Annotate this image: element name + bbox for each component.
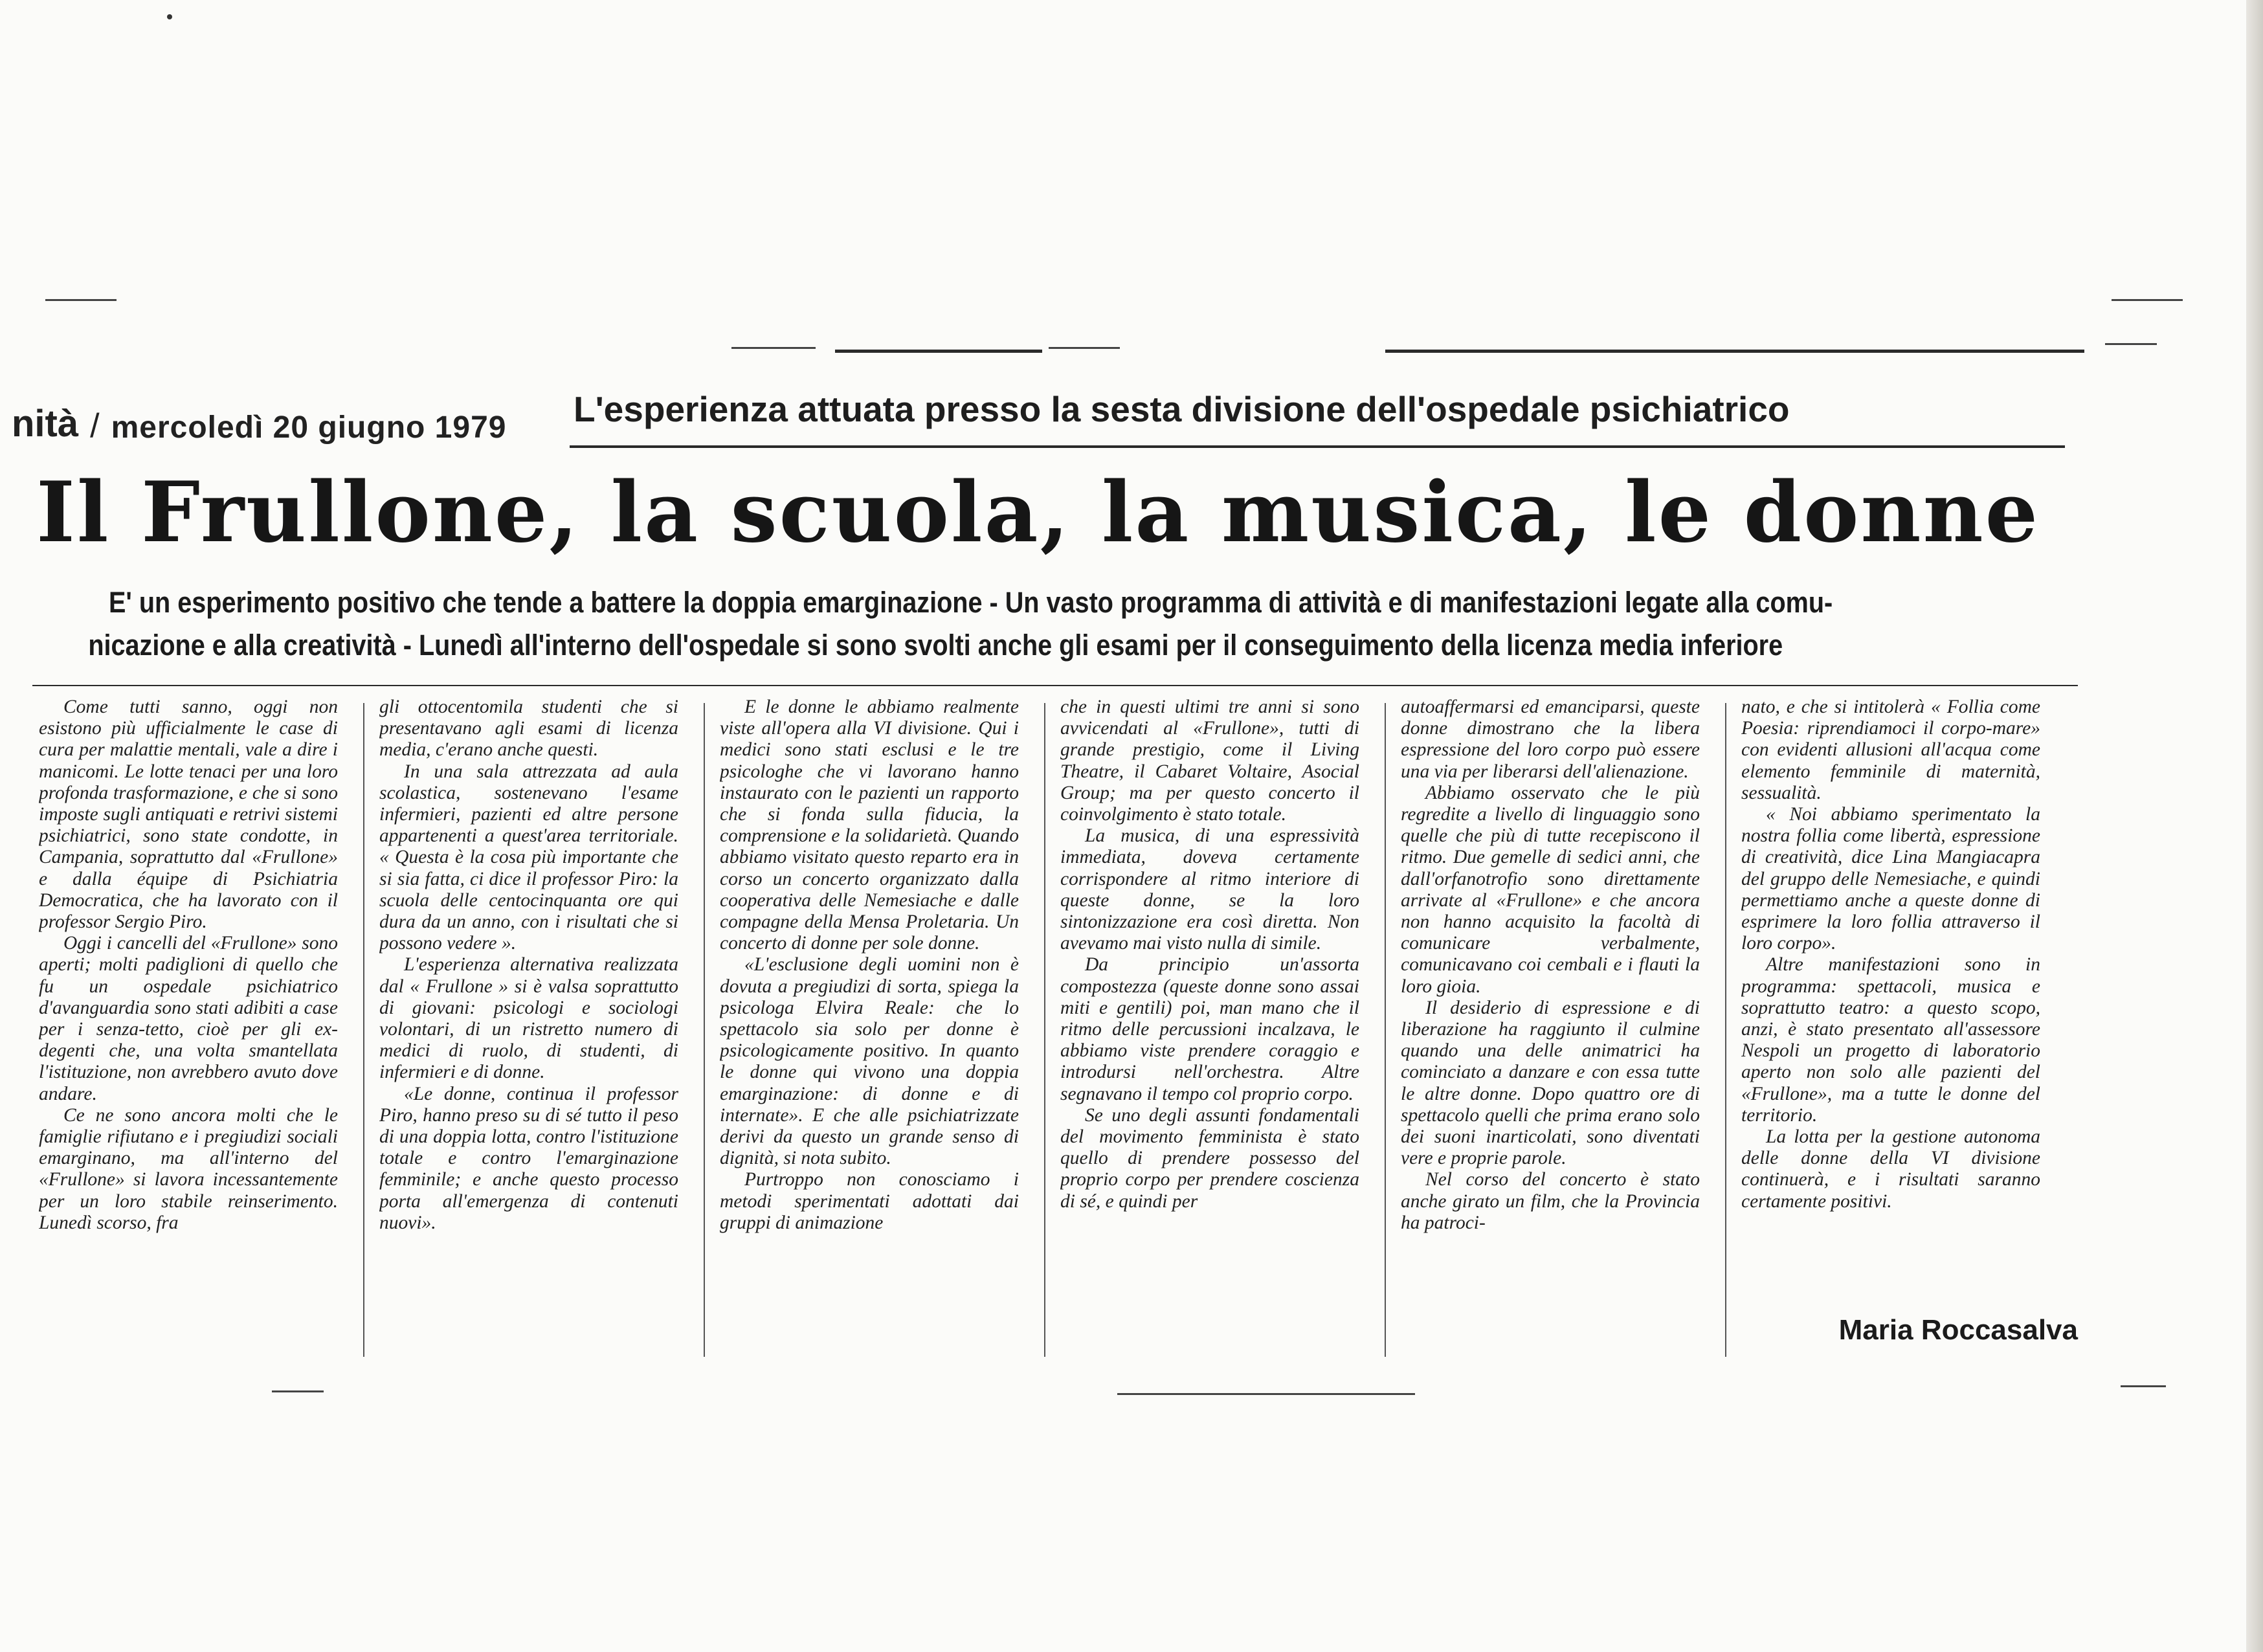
- page-fold-mark: [2105, 343, 2157, 345]
- paragraph: nato, e che si intitolerà « Follia come Poesia: riprendiamoci il corpo-mare» con evidenti allusioni all'acqua come elemento femminile di maternità, sessualità.: [1741, 697, 2040, 803]
- paragraph: Da principio un'assorta compostezza (queste donne sono assai miti e gentili) poi, man mano che il ritmo delle percussioni incalzava, le abbiamo viste prendere coraggio e introdursi nell'orchestra. Altre segnavano il tempo col proprio corpo.: [1060, 954, 1359, 1104]
- article-body: [39, 697, 2097, 1363]
- headline: Il Frullone, la scuola, la musica, le donne: [36, 464, 2040, 561]
- paragraph: Nel corso del concerto è stato anche girato un film, che la Provincia ha patroci-: [1401, 1169, 1700, 1233]
- page-fold-mark: [45, 299, 117, 301]
- page-fold-mark: [731, 347, 816, 349]
- paragraph: Se uno degli assunti fondamentali del movimento femminista è stato quello di prendere possesso del proprio corpo per prendere coscienza di sé, e quindi per: [1060, 1104, 1359, 1212]
- paragraph: «L'esclusione degli uomini non è dovuta a pregiudizi di sorta, spiega la psicologa Elvira Reale: che lo spettacolo sia solo per donne è psicologicamente positivo. In quanto le donne qui vivono una doppia emarginazione: di donne e di internate». E che alle psichiatrizzate derivi da questo un grande senso di dignità, si nota subito.: [720, 954, 1019, 1169]
- page-fold-mark: [1117, 1393, 1415, 1395]
- column-divider: [704, 703, 705, 1357]
- top-rule: [835, 350, 1042, 353]
- paragraph: La lotta per la gestione autonoma delle donne della VI divisione continuerà, e i risultati saranno certamente positivi.: [1741, 1126, 2040, 1212]
- column-divider: [1385, 703, 1386, 1357]
- paragraph: Ce ne sono ancora molti che le famiglie rifiutano e i pregiudizi sociali emarginano, ma all'interno del «Frullone» si lavora incessantemente per un loro stabile reinserimento. Lunedì scorso, fra: [39, 1104, 338, 1233]
- masthead: [12, 387, 581, 445]
- paragraph: autoaffermarsi ed emanciparsi, queste donne dimostrano che la libera espressione del loro corpo può essere una via per liberarsi dell'alienazione.: [1401, 697, 1700, 782]
- page-fold-mark: [272, 1390, 324, 1392]
- paragraph: « Noi abbiamo sperimentato la nostra follia come libertà, espressione di creatività, dice Lina Mangiacapra del gruppo delle Nemesiache, e quindi permettiamo anche a queste donne di esprimere la loro follia attraverso il loro corpo».: [1741, 804, 2040, 954]
- paragraph: E le donne le abbiamo realmente viste all'opera alla VI divisione. Qui i medici sono stati esclusi e le tre psicologhe che vi lavorano hanno instaurato con le pazienti un rapporto che si fonda sulla fiducia, la comprensione e la solidarietà. Quando abbiamo visitato questo reparto era in corso un concerto organizzato dalla cooperativa delle Nemesiache e dalle compagne della Mensa Proletaria. Un concerto di donne per sole donne.: [720, 697, 1019, 954]
- summary-line: E' un esperimento positivo che tende a battere la doppia emarginazione - Un vasto programma di attività e di manifestazioni legate alla comu-: [109, 586, 1833, 619]
- paragraph: Il desiderio di espressione e di liberazione ha raggiunto il culmine quando una delle animatrici ha cominciato a danzare e con essa tutte le altre donne. Dopo quattro ore di spettacolo quelli che prima erano solo dei suoni inarticolati, sono diventati vere e proprie parole.: [1401, 997, 1700, 1169]
- column-divider: [1044, 703, 1045, 1357]
- column-6: [1741, 697, 2040, 1305]
- column-1: [39, 697, 338, 1363]
- column-2: [379, 697, 678, 1363]
- paragraph: La musica, di una espressività immediata, doveva certamente corrispondere al ritmo interiore di queste donne, se la loro sintonizzazione era così diretta. Non avevamo mai visto nulla di simile.: [1060, 825, 1359, 954]
- paragraph: Come tutti sanno, oggi non esistono più ufficialmente le case di cura per malattie mentali, vale a dire i manicomi. Le lotte tenaci per una loro profonda trasformazione, e che si sono imposte sugli antiquati e retrivi sistemi psichiatrici, sono state condotte, in Campania, soprattutto dal «Frullone» e dalla équipe di Psichiatria Democratica, che ha lavorato con il professor Sergio Piro.: [39, 697, 338, 933]
- summary-line: nicazione e alla creatività - Lunedì all'interno dell'ospedale si sono svolti anche gli esami per il conseguimento della licenza media inferiore: [88, 629, 1783, 662]
- page-fold-mark: [2112, 299, 2183, 301]
- byline: Maria Roccasalva: [1838, 1314, 2078, 1346]
- page-fold-mark: [1049, 347, 1120, 349]
- column-4: [1060, 697, 1359, 1363]
- summary-bottom-rule: [32, 685, 2078, 686]
- column-divider: [363, 703, 364, 1357]
- masthead-separator: /: [90, 407, 100, 445]
- column-3: [720, 697, 1019, 1363]
- paragraph: che in questi ultimi tre anni si sono avvicendati al «Frullone», tutti di grande prestigio, come il Living Theatre, il Cabaret Voltaire, Asocial Group; ma per questo concerto il coinvolgimento è stato totale.: [1060, 697, 1359, 825]
- paragraph: L'esperienza alternativa realizzata dal « Frullone » si è valsa soprattutto di giovani: psicologi e sociologi volontari, di un ristretto numero di medici di ruolo, di studenti, di infermieri e di donne.: [379, 954, 678, 1083]
- top-rule: [1385, 350, 2084, 353]
- column-divider: [1725, 703, 1726, 1357]
- paragraph: In una sala attrezzata ad aula scolastica, sostenevano l'esame infermieri, pazienti ed altre persone appartenenti a quest'area territoriale. « Questa è la cosa più importante che si sia fatta, ci dice il professor Piro: la scuola delle centocinquanta ore qui dura da un anno, con i risultati che si possono vedere ».: [379, 761, 678, 954]
- kicker: L'esperienza attuata presso la sesta divisione dell'ospedale psichiatrico: [574, 389, 1790, 429]
- column-5: [1401, 697, 1700, 1363]
- kicker-underline: [570, 445, 2065, 448]
- paragraph: Oggi i cancelli del «Frullone» sono aperti; molti padiglioni di quello che fu un ospedale psichiatrico d'avanguardia sono stati adibiti a case per i senza-tetto, cioè per gli ex-degenti che, una volta smantellata l'istituzione, non avrebbero avuto dove andare.: [39, 933, 338, 1104]
- ink-speck: [167, 14, 172, 19]
- paragraph: «Le donne, continua il professor Piro, hanno preso su di sé tutto il peso di una doppia lotta, contro l'istituzione totale e contro l'emarginazione femminile; e anche questo processo porta all'emergenza di contenuti nuovi».: [379, 1083, 678, 1233]
- scan-edge: [2246, 0, 2263, 1652]
- newspaper-name: nità: [12, 403, 79, 445]
- paragraph: Altre manifestazioni sono in programma: spettacoli, musica e soprattutto teatro: a questo scopo, anzi, è stato presentato all'assessore Nespoli un progetto di laboratorio aperto non solo alle pazienti del «Frullone», ma a tutte le donne del territorio.: [1741, 954, 2040, 1126]
- paragraph: Abbiamo osservato che le più regredite a livello di linguaggio sono quelle che più di tutte recepiscono il ritmo. Due gemelle di sedici anni, che dall'orfanotrofio sono direttamente arrivate al «Frullone» e che ancora non hanno acquisito la facoltà di comunicare verbalmente, comunicavano coi cembali e i flauti la loro gioia.: [1401, 782, 1700, 997]
- summary: [88, 581, 2086, 678]
- page-fold-mark: [2121, 1385, 2166, 1387]
- paragraph: Purtroppo non conosciamo i metodi sperimentati adottati dai gruppi di animazione: [720, 1169, 1019, 1233]
- paragraph: gli ottocentomila studenti che si presentavano agli esami di licenza media, c'erano anche questi.: [379, 697, 678, 761]
- publication-date: mercoledì 20 giugno 1979: [111, 410, 507, 445]
